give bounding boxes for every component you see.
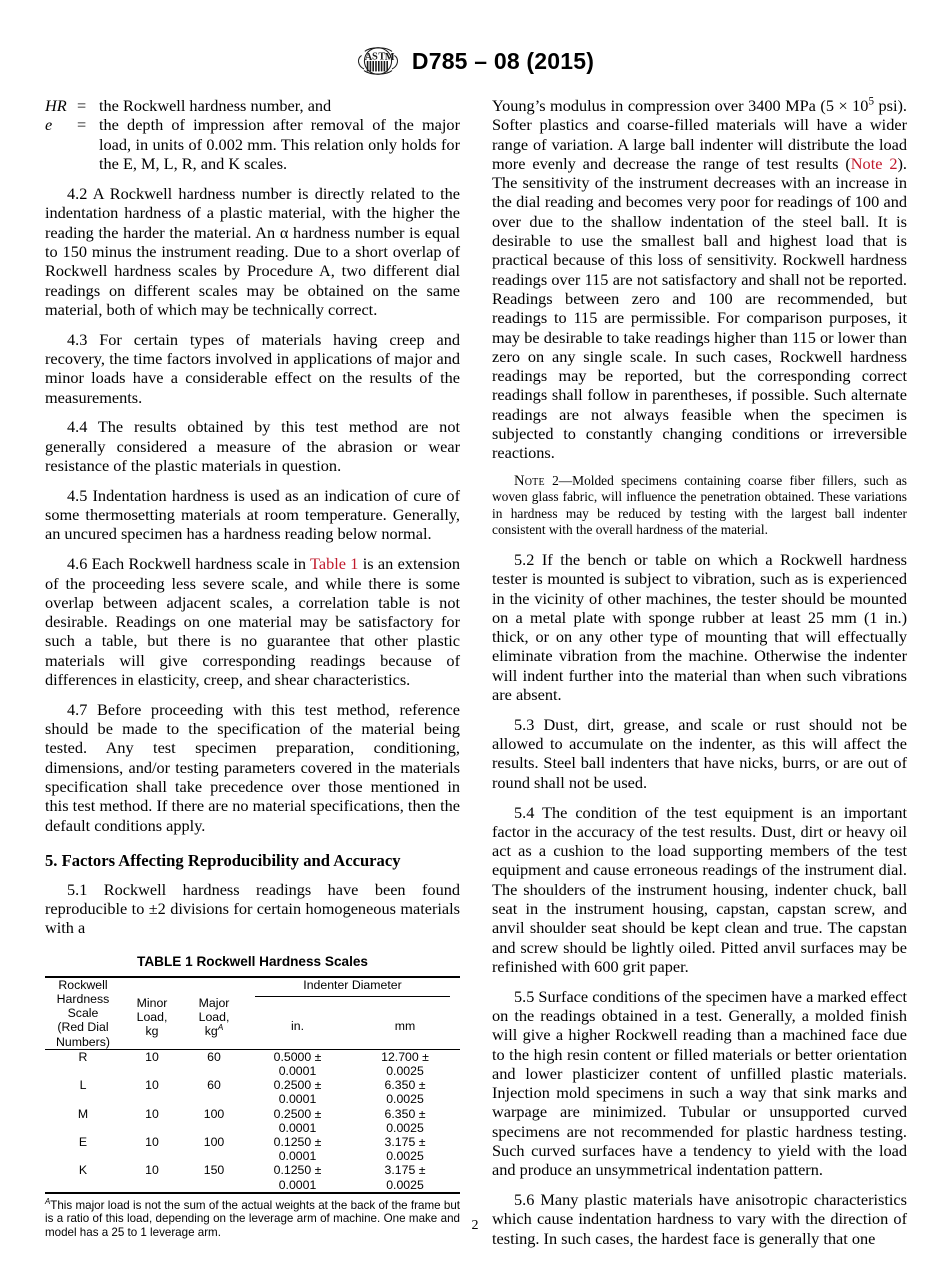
cell-empty [45,1149,121,1163]
header-indenter-subrule [255,995,450,997]
svg-text:A: A [364,52,373,64]
youngs-part-3: ). The sensitivity of the instrument decreases with an increase in the dial reading and becomes very poor for readings of 100 and over due to the shallow indentation of the steel ball. It is desirable to use the smallest ball and highest load that is practical because of this loss of sensitivity. Rockwell hardness readings over 115 are not satisfactory and shall not be reported. Readings between zero and 100 are recommended, but readings to 115 are permissible. For comparison purposes, it may be desirable to take readings higher than 115 or lower than zero on any single scale. In such cases, Rockwell hardness readings may be reported, but the corresponding correct readings shall follow in parentheses, if possible. Such alternate readings are not always feasible when the specimen is subjected to constantly changing conditions or irreversible reactions. [492,153,908,463]
symbol-definitions [45,96,460,173]
cell-mm-tolerance: 0.0025 [386,1177,424,1192]
table-row-continuation [45,1149,460,1163]
table-row-continuation [45,1178,460,1193]
cell-scale: L [79,1078,87,1093]
header-major-load [183,977,245,1050]
cell-scale: R [78,1049,88,1064]
cell-scale: M [77,1106,89,1121]
cell-mm: 6.350 ± [384,1078,426,1093]
cell-mm-tolerance: 0.0025 [386,1149,424,1164]
svg-text:S: S [371,51,378,63]
note-label: Note [514,473,545,490]
page-header [0,44,950,78]
note-2-text: 2—Molded specimens containing coarse fiber fillers, such as woven glass fabric, will influence the penetration obtained. These variations in hardness may be reduced by testing with the largest ball indenter consistent with the overall hardness of the material. [492,473,907,537]
definition-symbol: e [45,115,53,135]
cell-in-tolerance: 0.0001 [278,1177,317,1192]
note-2-block [492,473,907,538]
paragraph-4-6-after: is an extension of the proceeding less severe scale, and while there is some overlap between adjacent scales, a correlation table is not desirable. Readings on one material may be satisfactory for such a table, but there is no guarantee that other plastic materials will give corresponding readings because of differences in elasticity, creep, and shear characteristics. [45,554,460,690]
definition-equals: = [77,96,87,115]
youngs-part-2: psi). Softer plastics and coarse-filled materials will have a wider range of variation. A large ball indenter will distribute the load more evenly and decrease the range of test results ( [492,96,907,173]
cell-empty [45,1092,121,1106]
paragraph-5-1: 5.1 Rockwell hardness readings have been found reproducible to ±2 divisions for certain homogeneous materials with a [45,879,460,938]
svg-text:T: T [378,51,386,63]
table-1-title: TABLE 1 Rockwell Hardness Scales [137,953,368,969]
cell-in: 0.1250 ± [273,1163,322,1178]
paragraph-5-6: 5.6 Many plastic materials have anisotropic characteristics which cause indentation hardness to vary with the direction of testing. In such cases, the hardest face is generally that one [492,1190,907,1248]
cell-minor-load: 10 [145,1049,159,1064]
cell-empty [183,1149,245,1163]
cell-empty [121,1121,183,1135]
cell-minor-load: 10 [145,1135,159,1150]
cell-empty [45,1121,121,1135]
footnote-text: This major load is not the sum of the actual weights at the back of the frame but is a ratio of this load, depending on the leverage arm of machine. One make and model has a 25 to 1 leverage arm. [45,1198,460,1240]
right-column [492,96,907,1259]
table-row [45,1049,460,1064]
cell-empty [45,1178,121,1193]
definition-equals: = [77,115,87,135]
paragraph-5-4: 5.4 The condition of the test equipment is an important factor in the accuracy of the test results. Dust, dirt or heavy oil act as a cushion to the load supporting members of the test equipment and cause erroneous readings of the instrument dial. The shoulders of the instrument housing, indenter chuck, ball seat in the instrument housing, capstan, capstan screw, and anvil shoulder seat should be kept clean and true. The capstan and screw should be lightly oiled. Pitted anvil surfaces may be refinished with 600 grit paper. [492,802,907,976]
header-scale-line-2: Hardness [56,991,110,1006]
header-minor-line-3: kg [145,1024,159,1039]
table-row [45,1078,460,1092]
page-number: 2 [471,1218,479,1233]
cell-empty [121,1064,183,1078]
header-major-line-3 [183,1024,245,1038]
cell-empty [183,1064,245,1078]
paragraph-4-7: 4.7 Before proceeding with this test method, reference should be made to the specification of the material being tested. Any test specimen preparation, conditioning, dimensions, and/or testing parameters covered in the materials specification shall take precedence over those mentioned in this test method. If there are no material specifications, then the default conditions apply. [45,699,460,835]
table-row [45,1107,460,1121]
two-column-body [45,96,907,1259]
cell-empty [121,1149,183,1163]
cell-mm: 3.175 ± [384,1135,426,1150]
header-minor-line-1: Minor [136,995,168,1010]
cell-mm: 6.350 ± [384,1106,426,1121]
table-1-body [45,1049,460,1193]
header-scale-line-1: Rockwell [58,977,108,992]
paragraph-5-5: 5.5 Surface conditions of the specimen have a marked effect on the readings obtained in a test. Generally, a molded finish will give a higher Rockwell reading than a machined face due to the high resin content or filled materials or better orientation and lower plasticizer content of unfilled plastic materials. Injection mold specimens in such a way that sink marks and warpage are minimized. Tubular or unsupported curved specimens are not recommended for plastic hardness testing. Such curved surfaces have a tendency to yield with the load and produce an unsymmetrical indentation pattern. [492,986,908,1180]
cell-empty [121,1092,183,1106]
header-indenter-diameter-label: Indenter Diameter [303,977,402,992]
cell-major-load: 150 [203,1163,225,1178]
cell-major-load: 100 [203,1106,225,1121]
cell-in: 0.5000 ± [273,1049,322,1064]
definition-text: the depth of impression after removal of the major load, in units of 0.002 mm. This relation only holds for the E, M, L, R, and K scales. [99,115,460,173]
definition-row [45,96,460,115]
header-unit-in: in. [291,1018,304,1033]
cell-minor-load: 10 [145,1163,159,1178]
cell-mm-tolerance: 0.0025 [386,1092,424,1107]
table-1-container [45,954,460,1240]
header-scale-line-3: Scale [67,1006,99,1021]
cell-scale: E [78,1135,88,1150]
header-scale [45,977,121,1050]
cell-mm-tolerance: 0.0025 [386,1120,424,1135]
cell-in-tolerance: 0.0001 [278,1064,317,1078]
header-scale-line-5: Numbers) [56,1034,110,1049]
cell-major-load: 60 [207,1078,221,1093]
cell-empty [183,1121,245,1135]
cell-scale: K [78,1163,88,1178]
cell-mm: 3.175 ± [384,1163,426,1178]
footnote-marker: A [45,1196,51,1206]
paragraph-4-2: 4.2 A Rockwell hardness number is directly related to the indentation hardness of a plastic material, with the higher the reading the harder the material. An α hardness number is equal to 150 minus the instrument reading. Due to a short overlap of Rockwell hardness scales by Procedure A, two different dial readings on different scales may be obtained on the same material, both of which may be technically correct. [45,184,460,319]
header-major-line-2: Load, [198,1009,230,1024]
youngs-part-1: Young’s modulus in compression over 3400 MPa (5 × 10 [492,96,869,115]
cell-in: 0.1250 ± [273,1135,322,1150]
svg-text:M: M [384,52,395,64]
cell-in: 0.2500 ± [273,1078,322,1093]
paragraph-youngs-modulus [492,96,907,463]
cell-empty [121,1178,183,1193]
header-indenter-diameter [245,977,460,1019]
cell-empty [45,1064,121,1078]
definition-row [45,115,460,173]
cell-major-load: 60 [207,1049,221,1064]
header-minor-line-2: Load, [136,1009,168,1024]
table-row-continuation [45,1121,460,1135]
section-5-heading: 5. Factors Affecting Reproducibility and Accuracy [45,850,401,870]
table-row-continuation [45,1092,460,1106]
header-major-kg: kg [204,1024,218,1039]
table-1-link[interactable]: Table 1 [310,554,359,574]
cell-mm: 12.700 ± [381,1049,429,1064]
paragraph-4-6-before: 4.6 Each Rockwell hardness scale in [67,554,311,574]
header-scale-line-4: (Red Dial [57,1020,109,1035]
document-designation: D785 – 08 (2015) [411,47,595,74]
paragraph-4-3: 4.3 For certain types of materials having creep and recovery, the time factors involved in applications of major and minor loads have a considerable effect on the results of the measurements. [45,329,460,407]
paragraph-4-4: 4.4 The results obtained by this test method are not generally considered a measure of the abrasion or wear resistance of the plastic materials in question. [45,417,460,476]
cell-minor-load: 10 [145,1106,159,1121]
left-column [45,96,460,1259]
table-1-head [45,977,460,1050]
definition-text: the Rockwell hardness number, and [99,96,332,115]
table-row [45,1163,460,1177]
cell-minor-load: 10 [145,1078,159,1093]
cell-empty [183,1178,245,1193]
definition-symbol: HR [45,96,67,115]
table-row [45,1135,460,1149]
cell-in-tolerance: 0.0001 [278,1149,317,1164]
youngs-exponent: 5 [868,95,874,108]
header-unit-mm: mm [394,1018,416,1033]
paragraph-4-6 [45,554,460,689]
paragraph-5-3: 5.3 Dust, dirt, grease, and scale or rust should not be allowed to accumulate on the indenter, as this will affect the results. Steel ball indenters that have nicks, burrs, or are out of round shall not be used. [492,714,907,792]
header-major-footnote-marker: A [217,1022,224,1033]
cell-empty [183,1092,245,1106]
cell-in-tolerance: 0.0001 [278,1120,317,1135]
note-2-link[interactable]: Note 2 [850,153,898,173]
cell-in: 0.2500 ± [273,1106,322,1121]
paragraph-5-2: 5.2 If the bench or table on which a Rockwell hardness tester is mounted is subject to vibration, such as is experienced in the vicinity of other machines, the tester should be mounted on a metal plate with sponge rubber at least 25 mm (1 in.) thick, or on any other type of mounting that will effectually eliminate vibration from the machine. Otherwise the indenter will indent further into the material than when such vibrations are absent. [492,549,907,705]
paragraph-4-5: 4.5 Indentation hardness is used as an indication of cure of some thermosetting materials at room temperature. Generally, an uncured specimen has a hardness reading below normal. [45,485,460,544]
cell-in-tolerance: 0.0001 [278,1092,317,1107]
header-minor-load [121,977,183,1050]
table-header-row [45,977,460,1019]
table-row-continuation [45,1064,460,1078]
cell-mm-tolerance: 0.0025 [386,1064,424,1078]
astm-logo-icon [356,44,400,78]
cell-major-load: 100 [203,1135,225,1150]
header-major-line-1: Major [198,995,230,1010]
table-1 [45,976,460,1194]
